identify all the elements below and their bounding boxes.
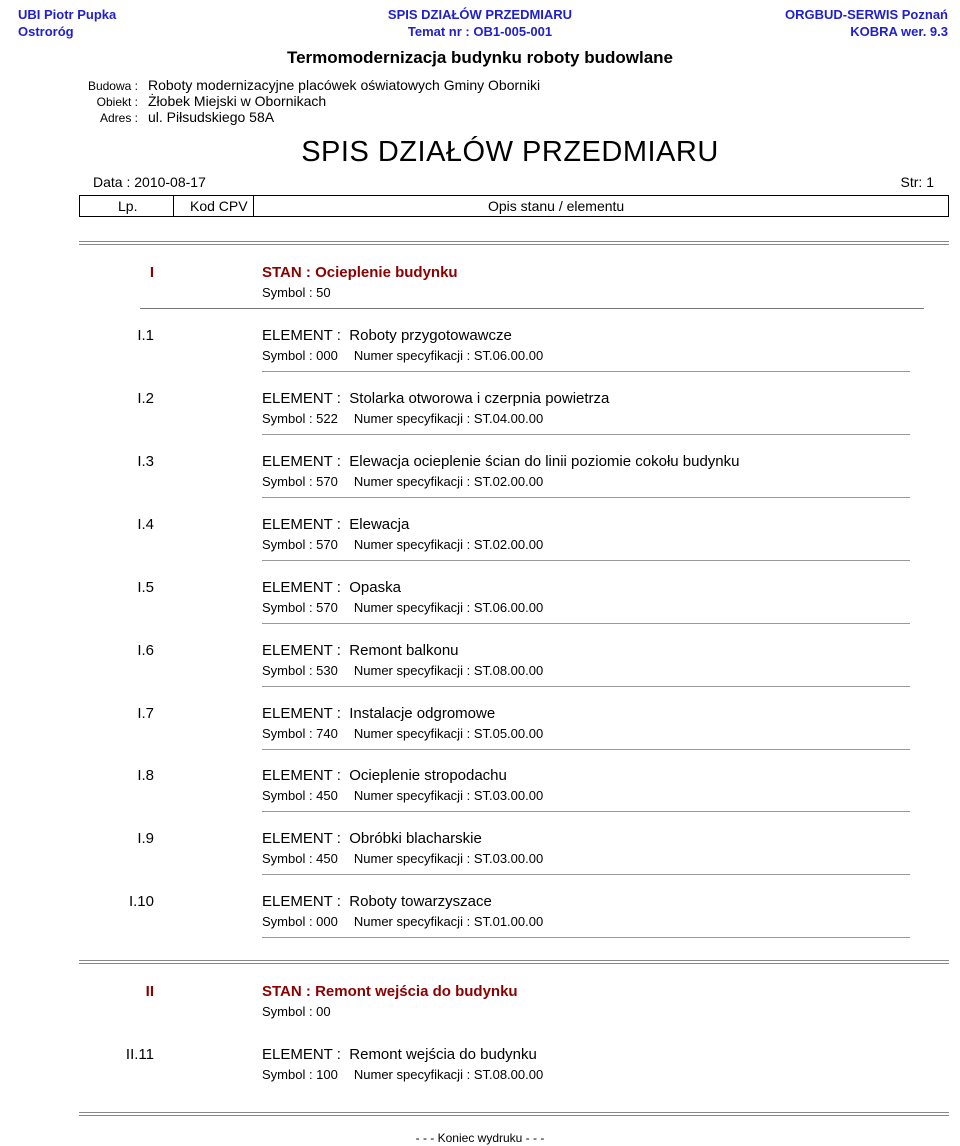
element-name: [262, 893, 492, 910]
row-divider: [262, 560, 910, 561]
element-name: [262, 642, 459, 659]
element-kind: ELEMENT :: [262, 516, 341, 533]
element-kind: ELEMENT :: [262, 893, 341, 910]
element-symbol: Symbol : 570: [262, 600, 338, 615]
end-of-printout: - - - Koniec wydruku - - -: [415, 1131, 545, 1145]
element-title: Opaska: [349, 579, 401, 596]
header-software-version: KOBRA wer. 9.3: [850, 24, 948, 39]
info-value: Żłobek Miejski w Obornikach: [148, 93, 327, 109]
spec-label: Numer specyfikacji :: [353, 1067, 471, 1082]
section-number: I: [149, 264, 154, 281]
element-title: Stolarka otworowa i czerpnia powietrza: [349, 390, 610, 407]
spec-number: ST.04.00.00: [473, 411, 544, 426]
section-name: [262, 264, 458, 281]
element-kind: ELEMENT :: [262, 327, 341, 344]
element-title: Ocieplenie stropodachu: [349, 767, 507, 784]
element-symbol: Symbol : 570: [262, 474, 338, 489]
element-title: Roboty towarzyszace: [349, 893, 492, 910]
header-software-vendor: ORGBUD-SERWIS Poznań: [785, 7, 948, 22]
info-label: Budowa :: [87, 79, 138, 93]
element-number: I.4: [137, 516, 154, 533]
info-label: Obiekt :: [96, 95, 138, 109]
element-symbol: Symbol : 450: [262, 851, 338, 866]
spec-label: Numer specyfikacji :: [353, 914, 471, 929]
element-number: I.2: [137, 390, 154, 407]
element-number: I.5: [137, 579, 154, 596]
info-adres: [60, 109, 760, 125]
column-divider: [173, 196, 174, 216]
header-company-city: Ostroróg: [18, 24, 74, 39]
info-value: Roboty modernizacyjne placówek oświatowych Gminy Oborniki: [148, 77, 541, 93]
spec-number: ST.02.00.00: [473, 537, 544, 552]
element-number: II.11: [125, 1046, 154, 1063]
row-divider: [262, 874, 910, 875]
element-details: [262, 851, 543, 866]
column-lp: Lp.: [118, 198, 138, 214]
element-details: [262, 348, 543, 363]
element-kind: ELEMENT :: [262, 830, 341, 847]
element-number: I.3: [137, 453, 154, 470]
element-title: Elewacja ocieplenie ścian do linii poziomie cokołu budynku: [349, 453, 740, 470]
element-details: [262, 411, 543, 426]
section-symbol: Symbol : 00: [262, 1004, 331, 1019]
info-budowa: [60, 77, 760, 93]
spec-number: ST.06.00.00: [473, 348, 544, 363]
spec-number: ST.06.00.00: [473, 600, 544, 615]
main-title: SPIS DZIAŁÓW PRZEDMIARU: [301, 136, 719, 168]
element-name: [262, 767, 507, 784]
row-divider: [262, 497, 910, 498]
spec-label: Numer specyfikacji :: [353, 600, 471, 615]
spec-label: Numer specyfikacji :: [353, 474, 471, 489]
element-number: I.6: [137, 642, 154, 659]
header-software: [785, 6, 948, 40]
spec-number: ST.08.00.00: [473, 663, 544, 678]
spec-label: Numer specyfikacji :: [353, 788, 471, 803]
spec-label: Numer specyfikacji :: [353, 726, 471, 741]
element-number: I.8: [137, 767, 154, 784]
element-symbol: Symbol : 000: [262, 348, 338, 363]
double-divider: [79, 1112, 949, 1116]
element-kind: ELEMENT :: [262, 642, 341, 659]
spec-number: ST.02.00.00: [473, 474, 544, 489]
element-title: Obróbki blacharskie: [349, 830, 482, 847]
element-details: [262, 1067, 543, 1082]
row-divider: [262, 371, 910, 372]
spec-number: ST.01.00.00: [473, 914, 544, 929]
row-divider: [262, 749, 910, 750]
element-details: [262, 788, 543, 803]
element-symbol: Symbol : 450: [262, 788, 338, 803]
row-divider: [140, 308, 924, 309]
info-label: Adres :: [99, 111, 138, 125]
element-number: I.7: [137, 705, 154, 722]
element-details: [262, 537, 543, 552]
element-details: [262, 600, 543, 615]
column-cpv: Kod CPV: [190, 198, 248, 214]
element-title: Instalacje odgromowe: [349, 705, 496, 722]
element-symbol: Symbol : 740: [262, 726, 338, 741]
element-title: Elewacja: [349, 516, 410, 533]
element-name: [262, 453, 740, 470]
element-number: I.9: [137, 830, 154, 847]
element-kind: ELEMENT :: [262, 1046, 341, 1063]
element-name: [262, 705, 495, 722]
section-symbol: Symbol : 50: [262, 285, 331, 300]
row-divider: [262, 811, 910, 812]
element-name: [262, 327, 512, 344]
element-number: I.1: [137, 327, 154, 344]
section-name: [262, 983, 518, 1000]
element-kind: ELEMENT :: [262, 579, 341, 596]
element-details: [262, 663, 543, 678]
spec-label: Numer specyfikacji :: [353, 663, 471, 678]
element-details: [262, 914, 543, 929]
element-symbol: Symbol : 522: [262, 411, 338, 426]
row-divider: [262, 686, 910, 687]
double-divider: [79, 960, 949, 964]
row-divider: [262, 937, 910, 938]
section-kind: STAN :: [262, 264, 311, 281]
spec-number: ST.05.00.00: [473, 726, 544, 741]
header-topic-number: Temat nr : OB1-005-001: [407, 24, 553, 39]
section-number: II: [145, 983, 154, 1000]
element-details: [262, 726, 543, 741]
element-symbol: Symbol : 100: [262, 1067, 338, 1082]
element-symbol: Symbol : 570: [262, 537, 338, 552]
document-title: Termomodernizacja budynku roboty budowlane: [286, 48, 673, 67]
element-name: [262, 579, 401, 596]
element-kind: ELEMENT :: [262, 705, 341, 722]
header-document-type: SPIS DZIAŁÓW PRZEDMIARU: [387, 7, 573, 22]
element-details: [262, 474, 543, 489]
element-name: [262, 390, 609, 407]
element-kind: ELEMENT :: [262, 767, 341, 784]
page-number: Str: 1: [900, 174, 934, 190]
row-divider: [262, 434, 910, 435]
element-title: Remont wejścia do budynku: [349, 1046, 537, 1063]
print-date: Data : 2010-08-17: [93, 174, 206, 190]
column-header: [79, 195, 949, 217]
section-title: Ocieplenie budynku: [315, 264, 458, 281]
info-obiekt: [60, 93, 760, 109]
element-name: [262, 516, 409, 533]
spec-number: ST.08.00.00: [473, 1067, 544, 1082]
element-name: [262, 830, 482, 847]
spec-label: Numer specyfikacji :: [353, 411, 471, 426]
column-divider: [253, 196, 254, 216]
element-kind: ELEMENT :: [262, 390, 341, 407]
section-kind: STAN :: [262, 983, 311, 1000]
row-divider: [262, 623, 910, 624]
header-company-name: UBI Piotr Pupka: [18, 7, 117, 22]
spec-label: Numer specyfikacji :: [353, 348, 471, 363]
element-title: Roboty przygotowawcze: [349, 327, 512, 344]
section-title: Remont wejścia do budynku: [315, 983, 518, 1000]
info-value: ul. Piłsudskiego 58A: [148, 109, 275, 125]
spec-label: Numer specyfikacji :: [353, 537, 471, 552]
element-kind: ELEMENT :: [262, 453, 341, 470]
element-number: I.10: [128, 893, 154, 910]
spec-number: ST.03.00.00: [473, 788, 544, 803]
spec-label: Numer specyfikacji :: [353, 851, 471, 866]
column-description: Opis stanu / elementu: [488, 198, 625, 214]
element-title: Remont balkonu: [349, 642, 459, 659]
spec-number: ST.03.00.00: [473, 851, 544, 866]
element-symbol: Symbol : 000: [262, 914, 338, 929]
element-symbol: Symbol : 530: [262, 663, 338, 678]
double-divider: [79, 241, 949, 245]
element-name: [262, 1046, 537, 1063]
